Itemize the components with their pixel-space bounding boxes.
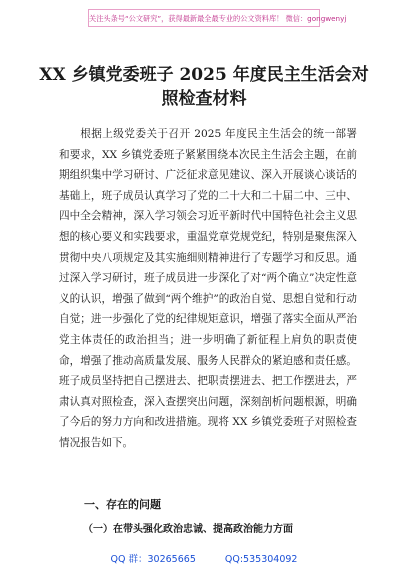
title-line-2: 照检查材料 bbox=[161, 89, 247, 109]
footer-qq-group: QQ 群：30265665 bbox=[110, 554, 196, 565]
footer-contact bbox=[0, 553, 408, 567]
intro-paragraph: 根据上级党委关于召开 2025 年度民主生活会的统一部署和要求，XX 乡镇党委班子紧紧围绕本次民主生活会主题，在前期组织集中学习研讨、广泛征求意见建议、深入开展谈心谈话的基础上，班子成员认真学习了党的二十大和二十届二中、三中、四中全会精神，深入学习领会习近平新时代中国特色社会主义思想的核心要义和实践要求，重温党章党规党纪，特别是聚焦深入贯彻中央八项规定及其实施细则精神进行了专题学习和反思。通过深入学习研讨，班子成员进一步深化了对“两个确立”决定性意义的认识，增强了做到“两个维护”的政治自觉、思想自觉和行动自觉；进一步强化了党的纪律规矩意识，增强了落实全面从严治党主体责任的政治担当；进一步明确了新征程上肩负的职责使命，增强了推动高质量发展、服务人民群众的紧迫感和责任感。班子成员坚持把自己摆进去、把职责摆进去、把工作摆进去，严肃认真对照检查，深入查摆突出问题，深刻剖析问题根源，明确了今后的努力方向和改进措施。现将 XX 乡镇党委班子对照检查情况报告如下。 bbox=[59, 128, 357, 449]
title-line-1: XX 乡镇党委班子 2025 年度民主生活会对 bbox=[39, 65, 369, 85]
footer-qq-number: QQ:535304092 bbox=[224, 554, 298, 565]
section-heading: 一、存在的问题 bbox=[84, 498, 161, 511]
document-title bbox=[0, 63, 408, 111]
promo-banner: 关注头条号“公文研究”，获得最新最全最专业的公文资料库！ 微信：gongwenyj bbox=[88, 9, 320, 27]
document-body bbox=[59, 124, 357, 454]
subsection-heading: （一）在带头强化政治忠诚、提高政治能力方面 bbox=[83, 524, 293, 535]
